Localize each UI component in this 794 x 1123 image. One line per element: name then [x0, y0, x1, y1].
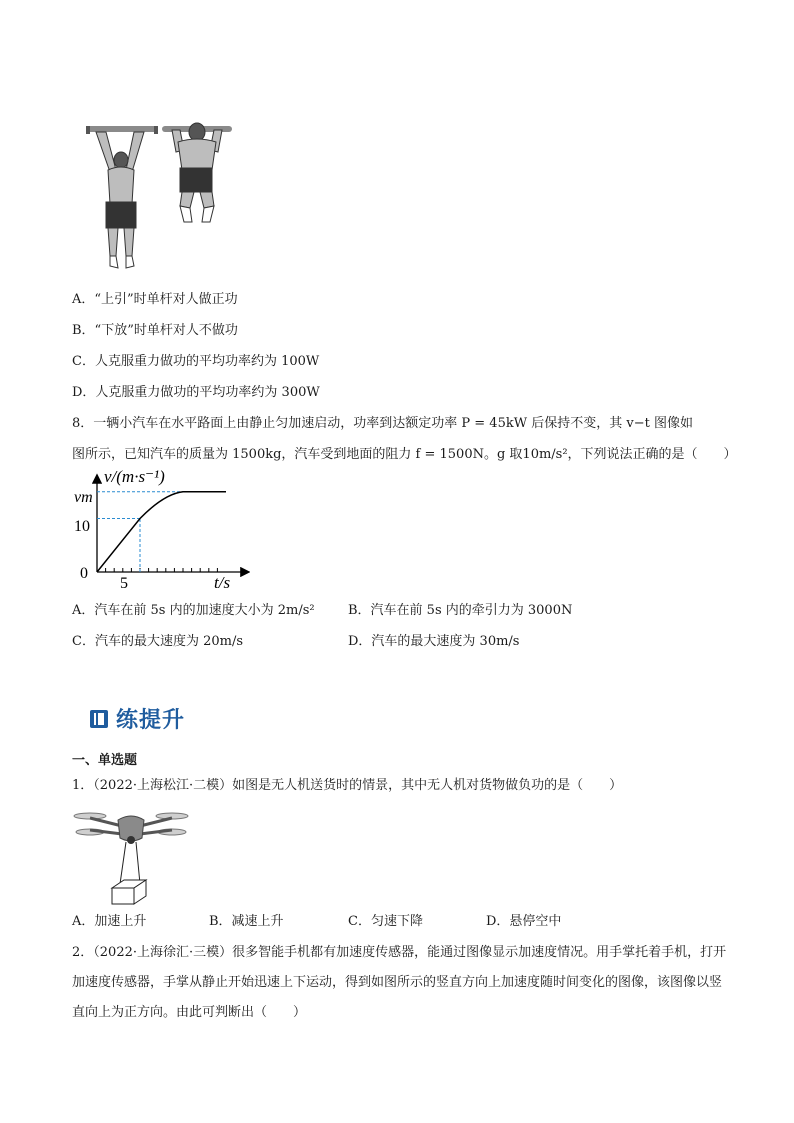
pullup-option-d: D．人克服重力做功的平均功率约为 300W: [72, 385, 320, 400]
drone-figure: [72, 808, 190, 906]
hanging-person-figure: [96, 132, 144, 268]
question-8-option-c: C．汽车的最大速度为 20m/s: [72, 634, 243, 649]
question-8-option-b: B．汽车在前 5s 内的牵引力为 3000N: [348, 603, 573, 618]
question-2-text: 2．（2022·上海徐汇·三模）很多智能手机都有加速度传感器，能通过图像显示加速度情况。用手掌托着手机，打开加速度传感器，手掌从静止开始迅速上下运动，得到如图所示的竖直方向上加速度随时间变化的图像，该图像以竖直向上为正方向。由此可判断出（ ）: [72, 945, 727, 1020]
section-title: 练提升: [116, 708, 186, 733]
section-subheading: 一、单选题: [72, 753, 138, 768]
question-1-option-d: D．悬停空中: [486, 914, 562, 929]
x-axis-label: t/s: [214, 573, 231, 592]
pullup-bar-left: [86, 126, 158, 132]
pullup-option-a: A．“上引”时单杆对人做正功: [72, 292, 238, 307]
cargo-box: [112, 880, 146, 904]
vt-chart: [70, 468, 250, 593]
y-tick-label-0: 0: [80, 565, 88, 582]
book-icon: [88, 708, 110, 730]
question-8-option-a: A．汽车在前 5s 内的加速度大小为 2m/s²: [72, 603, 315, 618]
x-tick-label-5: 5: [120, 575, 128, 592]
pullup-option-b: B．“下放”时单杆对人不做功: [72, 323, 238, 338]
pullup-person-figure: [172, 123, 222, 222]
vt-curve: [97, 492, 226, 572]
question-1-option-b: B．减速上升: [209, 914, 284, 929]
question-1-option-c: C．匀速下降: [348, 914, 423, 929]
question-8-line-2: 图所示，已知汽车的质量为 1500kg，汽车受到地面的阻力 f = 1500N。g 取10m/s²，下列说法正确的是（ ）: [72, 447, 737, 462]
drone-icon: [74, 813, 188, 844]
question-1-text: 1．（2022·上海松江·二模）如图是无人机送货时的情景，其中无人机对货物做负功的是（ ）: [72, 778, 623, 793]
question-8-line-1: 8．一辆小汽车在水平路面上由静止匀加速启动，功率到达额定功率 P = 45kW 后保持不变，其 v−t 图像如: [72, 416, 693, 431]
y-tick-label-vm: vm: [74, 489, 93, 506]
y-tick-label-10: 10: [74, 518, 90, 535]
question-8-option-d: D．汽车的最大速度为 30m/s: [348, 634, 520, 649]
y-axis-label: v/(m·s⁻¹): [104, 468, 165, 486]
section-header: [88, 703, 185, 734]
pullup-option-c: C．人克服重力做功的平均功率约为 100W: [72, 354, 320, 369]
question-1-option-a: A．加速上升: [72, 914, 147, 929]
pullup-figure: [80, 108, 240, 273]
